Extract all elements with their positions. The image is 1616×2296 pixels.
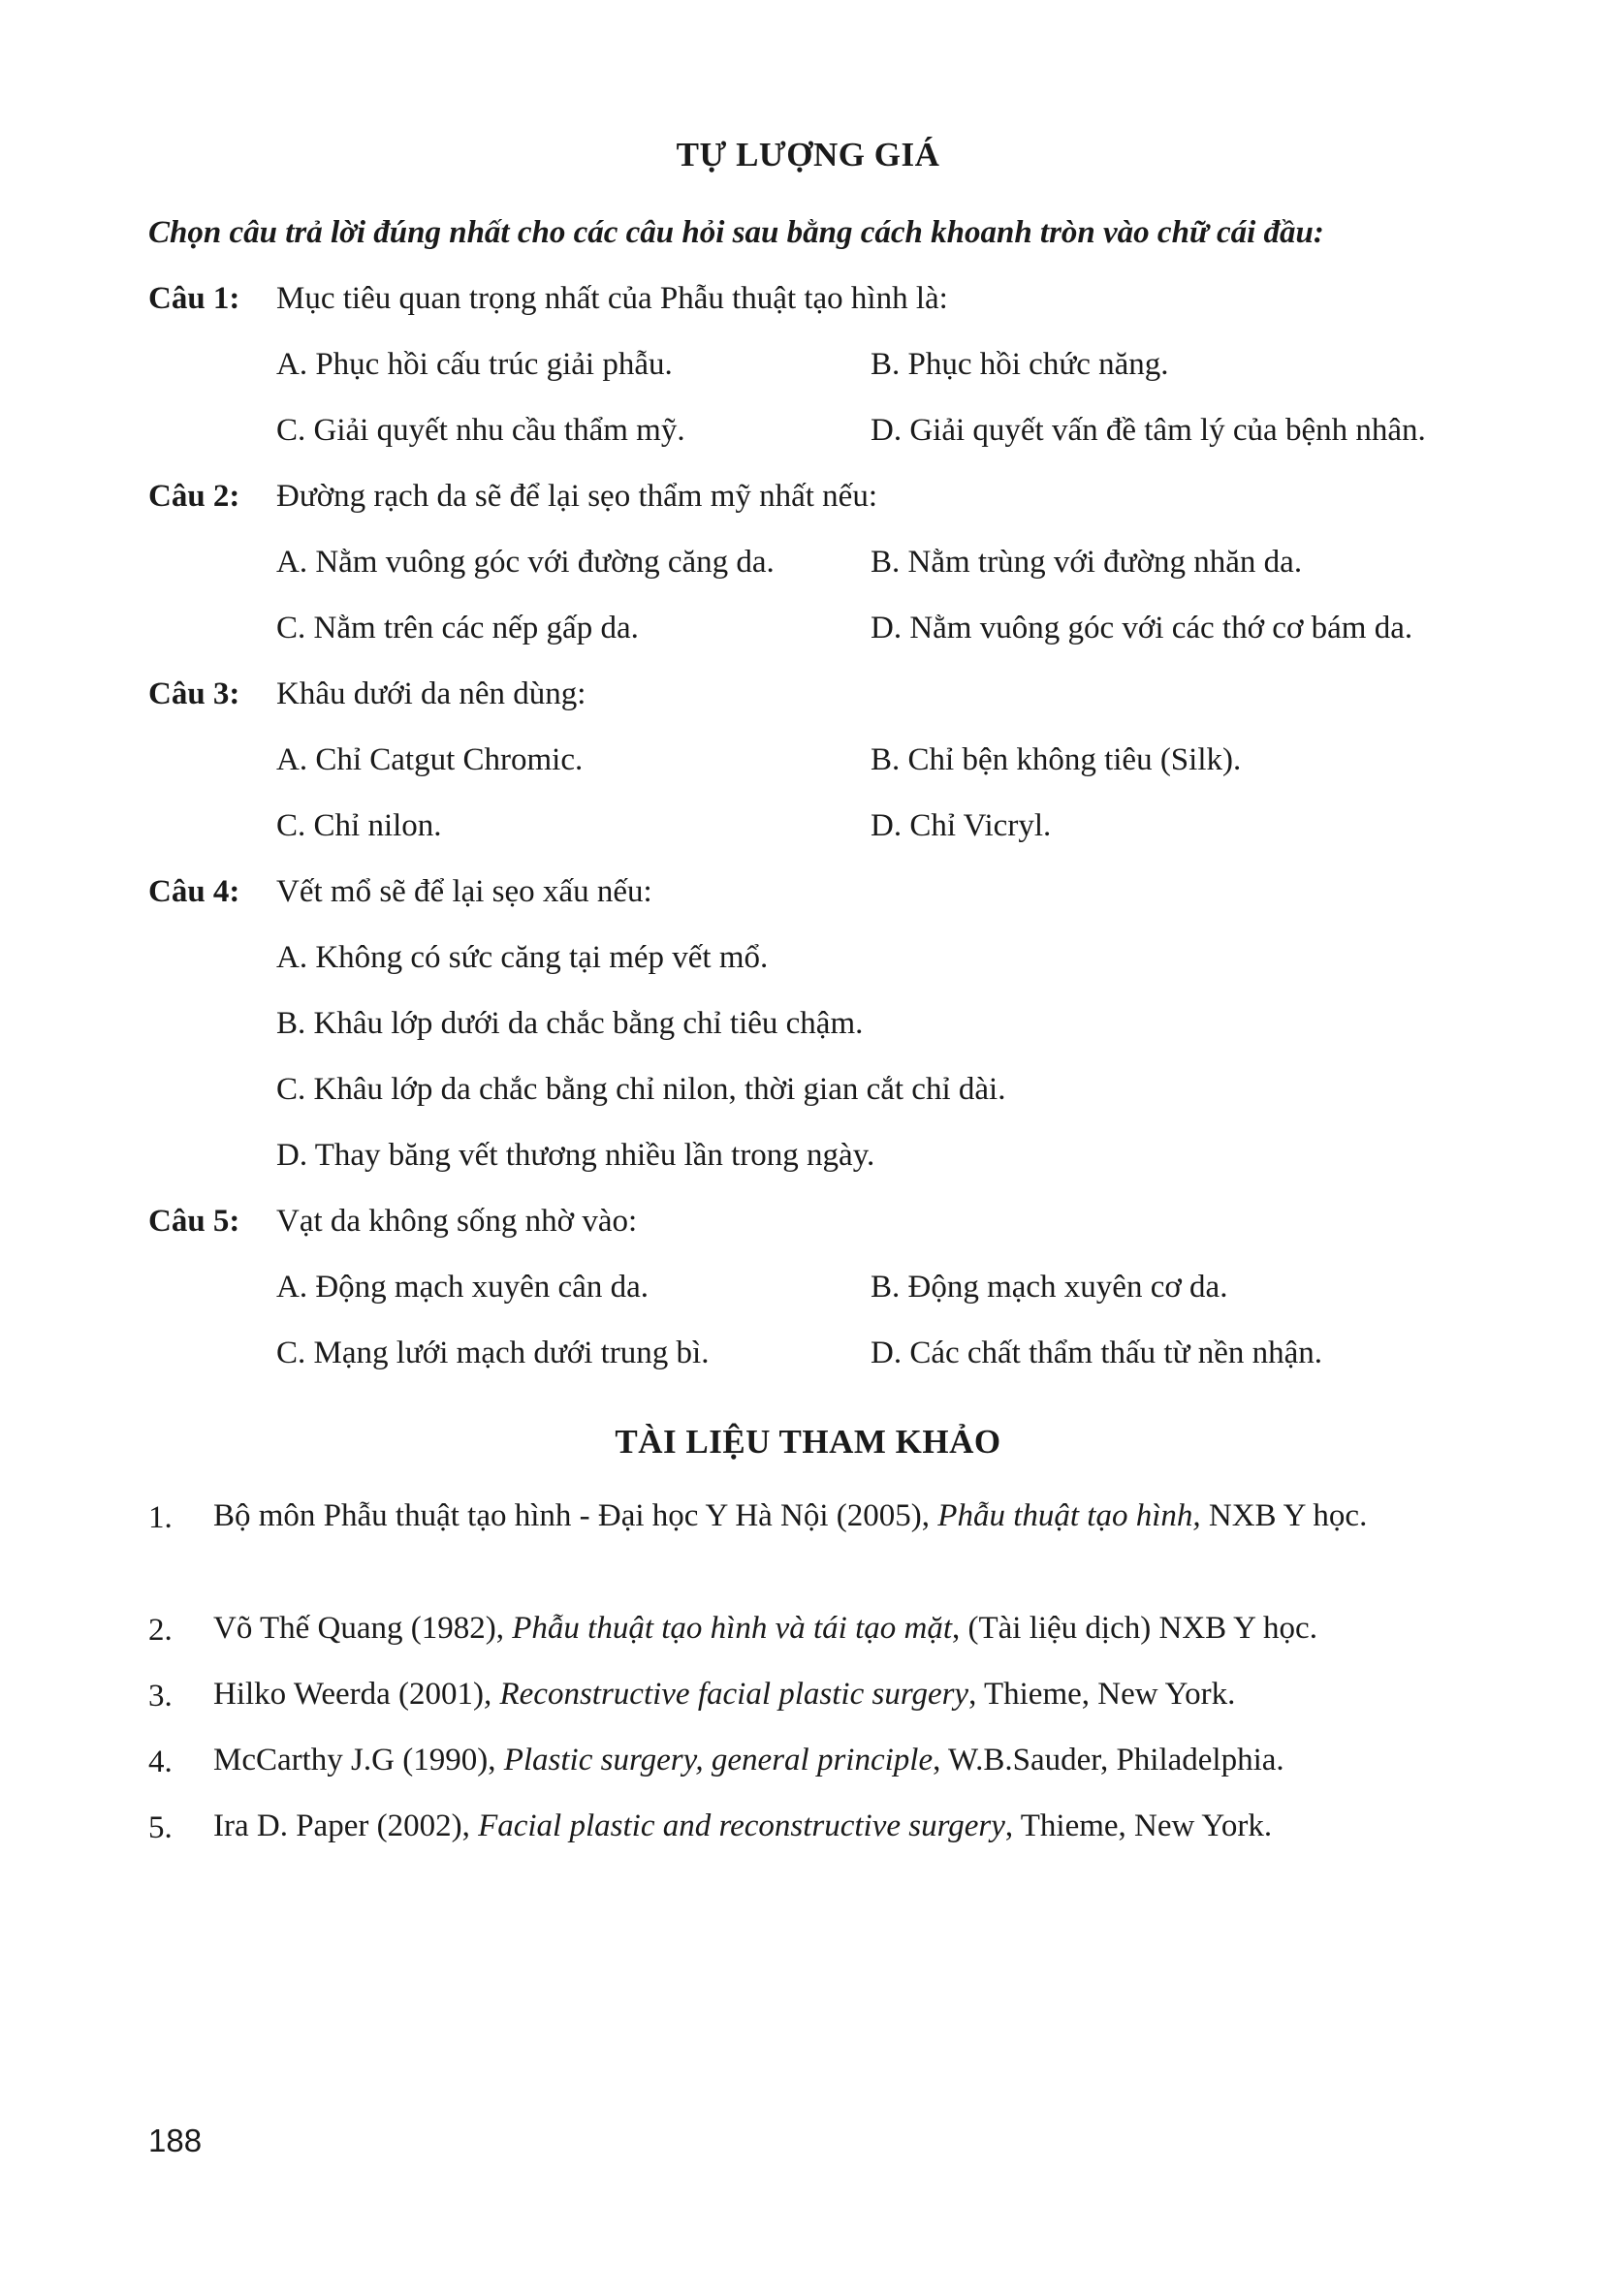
- instruction-text: Chọn câu trả lời đúng nhất cho các câu hỏi sau bằng cách khoanh tròn vào chữ cái đầu:: [148, 215, 1324, 250]
- question-2-option-b: B. Nằm trùng với đường nhăn da.: [871, 545, 1303, 580]
- reference-3-number: 3.: [148, 1679, 173, 1714]
- question-5-option-b: B. Động mạch xuyên cơ da.: [871, 1270, 1228, 1305]
- reference-4-text: McCarthy J.G (1990),: [213, 1743, 504, 1777]
- reference-1: [213, 1493, 1466, 1539]
- question-1-option-b: B. Phục hồi chức năng.: [871, 347, 1169, 382]
- reference-4-number: 4.: [148, 1745, 173, 1779]
- reference-5-number: 5.: [148, 1810, 173, 1845]
- reference-2-text: Võ Thế Quang (1982),: [213, 1611, 513, 1646]
- question-3-option-b: B. Chỉ bện không tiêu (Silk).: [871, 742, 1242, 777]
- question-4-option-a: A. Không có sức căng tại mép vết mổ.: [276, 940, 769, 975]
- self-assessment-title: TỰ LƯỢNG GIÁ: [676, 136, 940, 173]
- reference-1-text: Bộ môn Phẫu thuật tạo hình - Đại học Y Hà Nội (2005),: [213, 1498, 938, 1533]
- question-3-option-d: D. Chỉ Vicryl.: [871, 808, 1052, 843]
- reference-5-text: Ira D. Paper (2002),: [213, 1808, 479, 1843]
- question-2-option-c: C. Nằm trên các nếp gấp da.: [276, 611, 639, 645]
- question-4-label: Câu 4:: [148, 874, 240, 909]
- question-3-label: Câu 3:: [148, 676, 240, 711]
- question-1-option-a: A. Phục hồi cấu trúc giải phẫu.: [276, 347, 673, 382]
- reference-3: [213, 1671, 1466, 1717]
- question-1-option-c: C. Giải quyết nhu cầu thẩm mỹ.: [276, 413, 685, 448]
- reference-1-publisher: NXB Y học.: [1200, 1498, 1368, 1533]
- reference-4-publisher: , W.B.Sauder, Philadelphia.: [933, 1743, 1284, 1777]
- reference-1-title: Phẫu thuật tạo hình,: [937, 1498, 1201, 1533]
- reference-3-text: Hilko Weerda (2001): [213, 1677, 484, 1712]
- reference-5-publisher: , Thieme, New York.: [1004, 1808, 1273, 1843]
- question-2-label: Câu 2:: [148, 479, 240, 514]
- question-2-option-d: D. Nằm vuông góc với các thớ cơ bám da.: [871, 611, 1413, 645]
- references-title: TÀI LIỆU THAM KHẢO: [615, 1423, 1001, 1461]
- question-4-text: Vết mổ sẽ để lại sẹo xấu nếu:: [276, 874, 652, 909]
- reference-2: [213, 1605, 1466, 1651]
- question-3-text: Khâu dưới da nên dùng:: [276, 676, 586, 711]
- reference-5: [213, 1803, 1466, 1849]
- question-5-label: Câu 5:: [148, 1204, 240, 1239]
- reference-3-publisher: , Thieme, New York.: [968, 1677, 1236, 1712]
- question-4-option-c: C. Khâu lớp da chắc bằng chỉ nilon, thời gian cắt chỉ dài.: [276, 1072, 1006, 1107]
- question-5-option-a: A. Động mạch xuyên cân da.: [276, 1270, 649, 1305]
- reference-2-publisher: , (Tài liệu dịch) NXB Y học.: [951, 1611, 1317, 1646]
- question-2-option-a: A. Nằm vuông góc với đường căng da.: [276, 545, 775, 580]
- reference-4: [213, 1737, 1466, 1783]
- reference-2-number: 2.: [148, 1613, 173, 1648]
- reference-2-title: Phẫu thuật tạo hình và tái tạo mặt: [512, 1611, 952, 1646]
- question-3-option-c: C. Chỉ nilon.: [276, 808, 442, 843]
- question-4-option-b: B. Khâu lớp dưới da chắc bằng chỉ tiêu chậm.: [276, 1006, 864, 1041]
- reference-4-title: Plastic surgery, general principle: [503, 1743, 934, 1777]
- question-1-label: Câu 1:: [148, 281, 240, 316]
- reference-3-title: , Reconstructive facial plastic surgery: [484, 1677, 969, 1712]
- question-1-text: Mục tiêu quan trọng nhất của Phẫu thuật tạo hình là:: [276, 281, 948, 316]
- reference-1-number: 1.: [148, 1500, 173, 1535]
- question-5-option-d: D. Các chất thẩm thấu từ nền nhận.: [871, 1336, 1322, 1370]
- question-3-option-a: A. Chỉ Catgut Chromic.: [276, 742, 584, 777]
- question-5-text: Vạt da không sống nhờ vào:: [276, 1204, 638, 1239]
- question-4-option-d: D. Thay băng vết thương nhiều lần trong ngày.: [276, 1138, 875, 1173]
- page-number: 188: [148, 2123, 203, 2158]
- reference-5-title: Facial plastic and reconstructive surgery: [478, 1808, 1005, 1843]
- question-2-text: Đường rạch da sẽ để lại sẹo thẩm mỹ nhất nếu:: [276, 479, 877, 514]
- question-1-option-d: D. Giải quyết vấn đề tâm lý của bệnh nhân.: [871, 413, 1426, 448]
- question-5-option-c: C. Mạng lưới mạch dưới trung bì.: [276, 1336, 710, 1370]
